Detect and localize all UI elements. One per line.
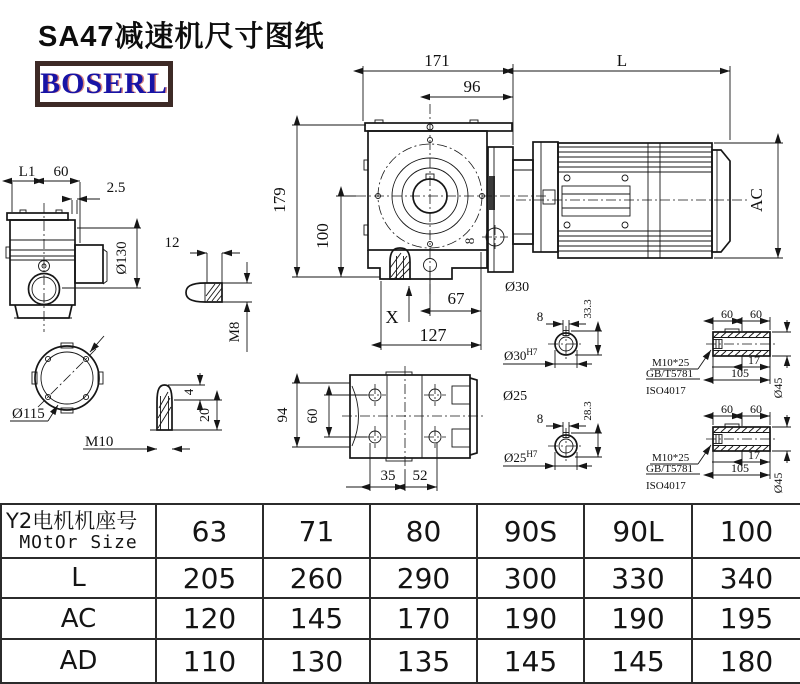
- dim-phi25H7: $Ø25^{H7}$: [504, 449, 538, 465]
- dim-8-bore25: 8: [536, 411, 544, 426]
- cell-AC-90L: 190: [584, 598, 692, 639]
- table-header-row: [1, 504, 800, 558]
- cell-AC-71: 145: [263, 598, 370, 639]
- dim-8-bore30: 8: [536, 309, 544, 324]
- dim-60-side: 60: [53, 164, 69, 180]
- cell-AC-100: 195: [692, 598, 800, 639]
- cell-AD-63: 110: [156, 639, 263, 683]
- dim-179: 179: [270, 187, 289, 213]
- shaft1-bolt-label: M10*25: [652, 357, 690, 369]
- cell-AD-100: 180: [692, 639, 800, 683]
- cell-AD-90S: 145: [477, 639, 584, 683]
- dim-94: 94: [275, 407, 291, 423]
- table-row-AC: [1, 598, 800, 639]
- shaft1-dim-60b: 60: [750, 307, 762, 321]
- col-90S: 90S: [477, 504, 584, 558]
- cell-AC-80: 170: [370, 598, 477, 639]
- shaft2-dim-17: 17: [748, 448, 760, 462]
- label-phi30: Ø30: [505, 280, 530, 295]
- shaft2-dim-60a: 60: [721, 402, 733, 416]
- shaft1-std-gb: GB/T5781: [646, 368, 694, 380]
- shaft1-dim-60a: 60: [721, 307, 733, 321]
- dim-2_5: 2.5: [106, 180, 126, 196]
- dim-20: 20: [198, 408, 213, 422]
- dim-12: 12: [164, 235, 180, 251]
- dim-M10: M10: [85, 434, 114, 450]
- brand-logo-text: BOSERL: [40, 67, 168, 100]
- shaft2-dim-60b: 60: [750, 402, 762, 416]
- dim-67: 67: [447, 289, 465, 308]
- col-80: 80: [370, 504, 477, 558]
- table-row-L: [1, 558, 800, 598]
- dim-phi30H7: $Ø30^{H7}$: [504, 347, 538, 363]
- cell-L-90S: 300: [477, 558, 584, 598]
- col-63: 63: [156, 504, 263, 558]
- row-label-AC: AC: [1, 598, 156, 639]
- shaft2-std-gb: GB/T5781: [646, 463, 694, 475]
- dim-phi115: Ø115: [12, 406, 45, 422]
- col-90L: 90L: [584, 504, 692, 558]
- front-view-linework: [292, 64, 730, 350]
- dim-8-front: 8: [462, 237, 477, 245]
- page-title: SA47减速机尺寸图纸: [38, 21, 325, 53]
- shaft2-bolt-label: M10*25: [652, 452, 690, 464]
- col-100: 100: [692, 504, 800, 558]
- cell-AD-90L: 145: [584, 639, 692, 683]
- row-label-AD: AD: [1, 639, 156, 683]
- dim-100: 100: [313, 223, 332, 249]
- dim-127: 127: [419, 325, 447, 345]
- shaft2-dim-105: 105: [731, 461, 749, 475]
- cell-L-71: 260: [263, 558, 370, 598]
- dim-L1: L1: [18, 164, 36, 180]
- dim-35: 35: [380, 468, 396, 484]
- shaft1-dim-phi45: Ø45: [771, 377, 785, 399]
- dim-60-bottom: 60: [305, 408, 321, 424]
- label-X: X: [385, 307, 399, 327]
- row-label-L: L: [1, 558, 156, 598]
- shaft1-std-iso: ISO4017: [646, 385, 686, 397]
- dim-4: 4: [181, 388, 196, 396]
- col-71: 71: [263, 504, 370, 558]
- cell-L-80: 290: [370, 558, 477, 598]
- cell-AD-71: 130: [263, 639, 370, 683]
- dim-phi130: Ø130: [114, 241, 130, 275]
- dim-52: 52: [412, 468, 428, 484]
- label-phi25: Ø25: [503, 389, 528, 404]
- shaft2-dim-phi45: Ø45: [771, 472, 785, 494]
- header-motor-size: [1, 504, 156, 558]
- dim-33_3: 33.3: [582, 299, 594, 319]
- cell-L-63: 205: [156, 558, 263, 598]
- cell-AC-90S: 190: [477, 598, 584, 639]
- dim-171: 171: [424, 51, 450, 70]
- dim-M8: M8: [227, 321, 243, 343]
- dim-L: L: [616, 51, 628, 70]
- dim-28_3: 28.3: [582, 401, 594, 421]
- header-motor-size-cn: Y2电机机座号: [6, 508, 138, 533]
- table-row-AD: [1, 639, 800, 683]
- cell-AD-80: 135: [370, 639, 477, 683]
- dim-96: 96: [463, 77, 481, 96]
- shaft2-std-iso: ISO4017: [646, 480, 686, 492]
- shaft1-dim-105: 105: [731, 366, 749, 380]
- cell-L-100: 340: [692, 558, 800, 598]
- cell-L-90L: 330: [584, 558, 692, 598]
- cell-AC-63: 120: [156, 598, 263, 639]
- shaft1-dim-17: 17: [748, 353, 760, 367]
- motor-size-table: [0, 503, 800, 684]
- motor-view-linework: [488, 142, 783, 272]
- dim-AC: AC: [747, 188, 766, 212]
- header-motor-size-en: MOtOr Size: [19, 531, 138, 553]
